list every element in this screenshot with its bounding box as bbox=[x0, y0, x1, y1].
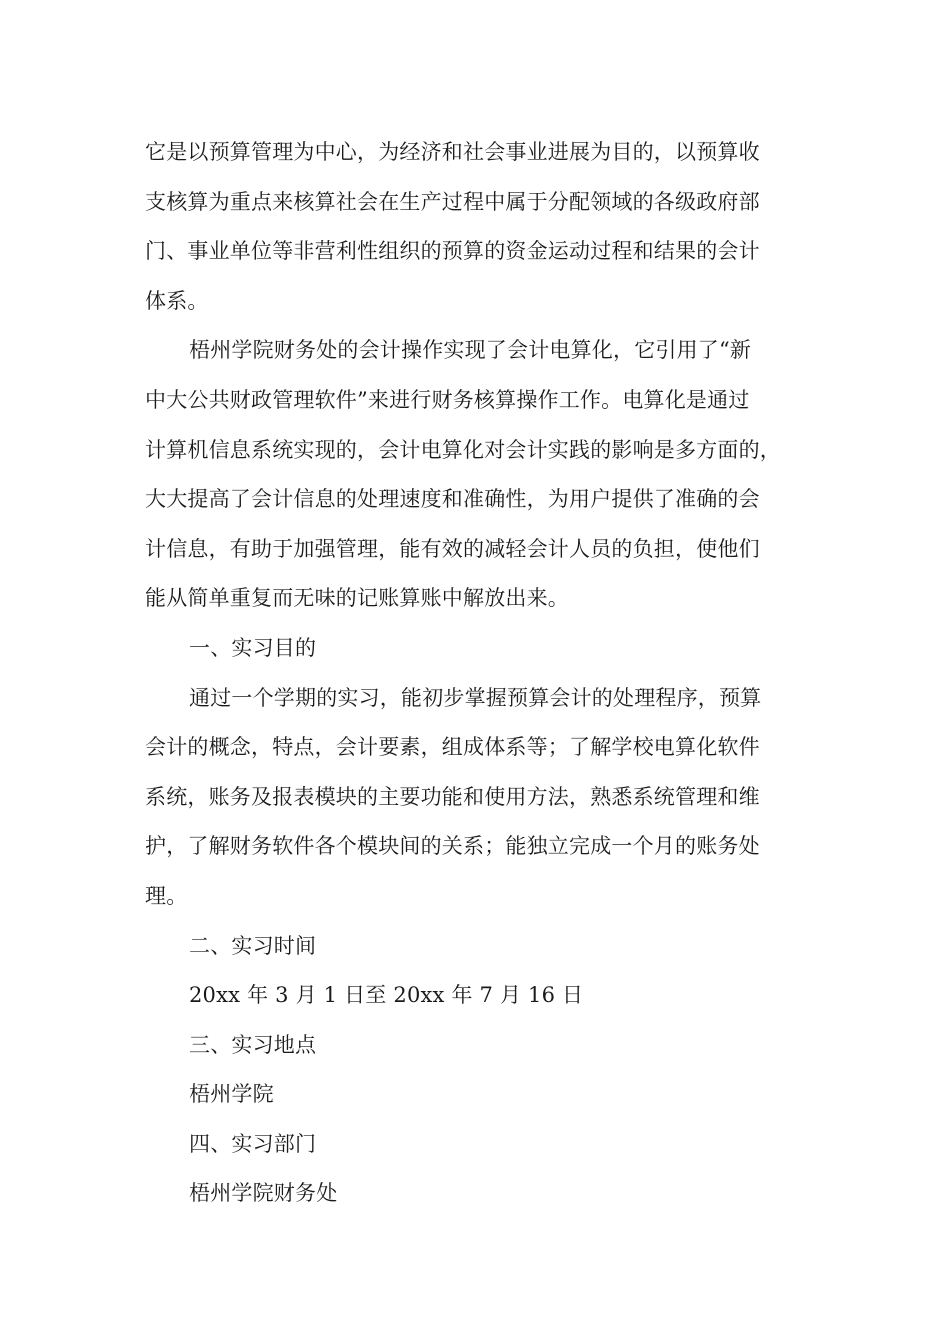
text-line: 它是以预算管理为中心，为经济和社会事业进展为目的，以预算收 bbox=[145, 140, 760, 164]
text-line: 通过一个学期的实习，能初步掌握预算会计的处理程序，预算 bbox=[189, 685, 762, 710]
section-location bbox=[145, 1021, 825, 1120]
text-line: 计算机信息系统实现的，会计电算化对会计实践的影响是多方面的， bbox=[145, 437, 781, 462]
text-line: 系统，账务及报表模块的主要功能和使用方法，熟悉系统管理和维 bbox=[145, 784, 760, 809]
section-heading: 三、实习地点 bbox=[189, 1032, 317, 1057]
section-heading: 一、实习目的 bbox=[189, 635, 317, 660]
section-heading: 二、实习时间 bbox=[189, 933, 317, 958]
section-purpose bbox=[145, 624, 825, 922]
text-line: 梧州学院 bbox=[189, 1082, 274, 1107]
text-line: 梧州学院财务处的会计操作实现了会计电算化，它引用了“新 bbox=[189, 338, 752, 363]
text-line: 体系。 bbox=[145, 288, 209, 313]
text-line: 支核算为重点来核算社会在生产过程中属于分配领域的各级政府部 bbox=[145, 189, 760, 214]
section-time bbox=[145, 922, 825, 1021]
paragraph-intro-continuation bbox=[145, 128, 825, 326]
document-page bbox=[145, 128, 825, 1219]
section-department bbox=[145, 1120, 825, 1219]
text-line: 梧州学院财务处 bbox=[189, 1181, 338, 1206]
paragraph-computerization bbox=[145, 326, 825, 624]
text-line: 20xx 年 3 月 1 日至 20xx 年 7 月 16 日 bbox=[189, 983, 584, 1008]
text-line: 大大提高了会计信息的处理速度和准确性，为用户提供了准确的会 bbox=[145, 487, 760, 512]
section-heading: 四、实习部门 bbox=[189, 1131, 317, 1156]
text-line: 能从简单重复而无味的记账算账中解放出来。 bbox=[145, 586, 569, 611]
text-line: 门、事业单位等非营利性组织的预算的资金运动过程和结果的会计 bbox=[145, 239, 760, 264]
text-line: 护，了解财务软件各个模块间的关系；能独立完成一个月的账务处 bbox=[145, 834, 760, 859]
text-line: 理。 bbox=[145, 883, 188, 908]
text-line: 计信息，有助于加强管理，能有效的减轻会计人员的负担，使他们 bbox=[145, 536, 760, 561]
text-line: 中大公共财政管理软件”来进行财务核算操作工作。电算化是通过 bbox=[145, 387, 750, 412]
text-line: 会计的概念，特点，会计要素，组成体系等；了解学校电算化软件 bbox=[145, 735, 760, 760]
